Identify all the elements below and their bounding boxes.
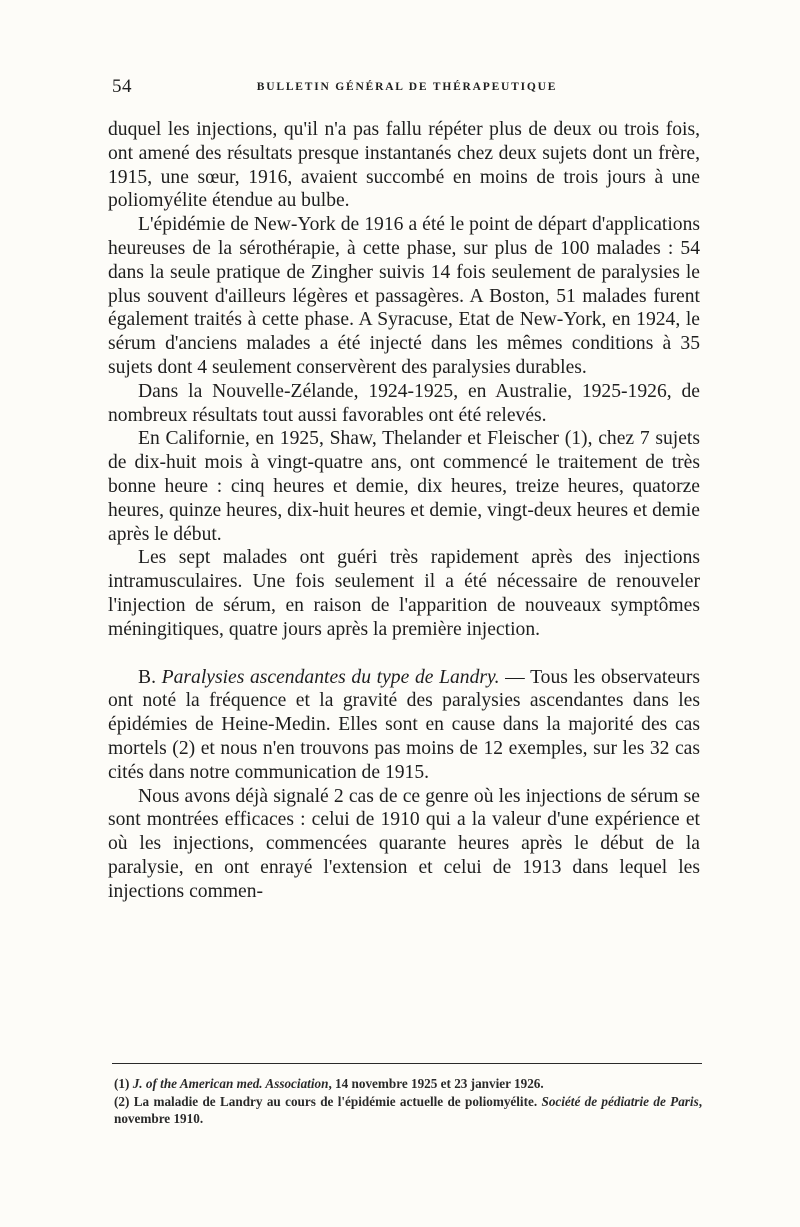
footnote-2-mark: (2) (114, 1093, 130, 1109)
paragraph-section-b (108, 666, 700, 785)
paragraph-new-york-epidemic: L'épidémie de New-York de 1916 a été le point de départ d'applications heureuses de la sérothérapie, à cette phase, sur plus de 100 malades : 54 dans la seule pratique de Zingher suivis 14 fois seulement de paralysies le plus souvent d'ailleurs légères et passagères. A Boston, 51 malades furent également traités à cette phase. A Syracuse, Etat de New-York, en 1924, le sérum d'anciens malades a été injecté dans les mêmes conditions à 35 sujets dont 4 seulement conservèrent des paralysies durables. (108, 214, 700, 378)
paragraph-california: En Californie, en 1925, Shaw, Thelander et Fleischer (1), chez 7 sujets de dix-huit mois à vingt-quatre ans, ont commencé le traitement de très bonne heure : cinq heures et demie, dix heures, treize heures, quatorze heures, quinze heures, dix-huit heures et demie, vingt-deux heures et demie après le début. (108, 428, 700, 545)
journal-title: BULLETIN GÉNÉRAL DE THÉRAPEUTIQUE (256, 81, 558, 93)
paragraph-two-cases: Nous avons déjà signalé 2 cas de ce genre où les injections de sérum se sont montrées efficaces : celui de 1910 qui a la valeur d'une expérience et où les injections, commencées quarante heures après le début de la paralysie, en ont enrayé l'extension et celui de 1913 dans lequel les injections commen- (108, 785, 700, 902)
footnote-1-source: J. of the American med. Association (132, 1076, 329, 1091)
footnotes (114, 1075, 702, 1128)
footnote-1 (114, 1075, 702, 1093)
footnote-1-text: , 14 novembre 1925 et 23 janvier 1926. (328, 1076, 544, 1091)
running-head (112, 76, 702, 100)
footnote-2 (114, 1093, 702, 1128)
paragraph-seven-patients: Les sept malades ont guéri très rapidement après des injections intramusculaires. Une fois seulement il a été nécessaire de renouveler l'injection de sérum, en raison de l'apparition de nouveaux symptômes méningitiques, quatre jours après la première injection. (108, 547, 700, 640)
paragraph-new-zealand-australia: Dans la Nouvelle-Zélande, 1924-1925, en Australie, 1925-1926, de nombreux résultats tout aussi favorables ont été relevés. (108, 380, 700, 426)
footnote-divider (112, 1063, 702, 1064)
page-number: 54 (112, 76, 132, 97)
section-title: Paralysies ascendantes du type de Landry. (161, 666, 500, 688)
footnote-1-mark: (1) (114, 1076, 130, 1091)
paragraph-continuation: duquel les injections, qu'il n'a pas fallu répéter plus de deux ou trois fois, ont amené des résultats presque instantanés chez deux sujets dont un frère, 1915, une sœur, 1916, avaient succombé en moins de trois jours à une poliomyélite étendue au bulbe. (108, 119, 700, 212)
section-b-text: — Tous les observateurs ont noté la fréquence et la gravité des paralysies ascendantes dans les épidémies de Heine-Medin. Elles sont en cause dans la majorité des cas mortels (2) et nous n'en trouvons pas moins de 12 exemples, sur les 32 cas cités dans notre communication de 1915. (108, 666, 700, 783)
footnote-2-text: La maladie de Landry au cours de l'épidémie actuelle de poliomyélite. (133, 1093, 538, 1109)
section-label: B. (138, 666, 156, 688)
footnote-2-rest: , novembre 1910. (114, 1093, 703, 1126)
body-text (108, 118, 700, 904)
footnote-2-source: Société de pédiatrie de Paris (541, 1093, 699, 1109)
